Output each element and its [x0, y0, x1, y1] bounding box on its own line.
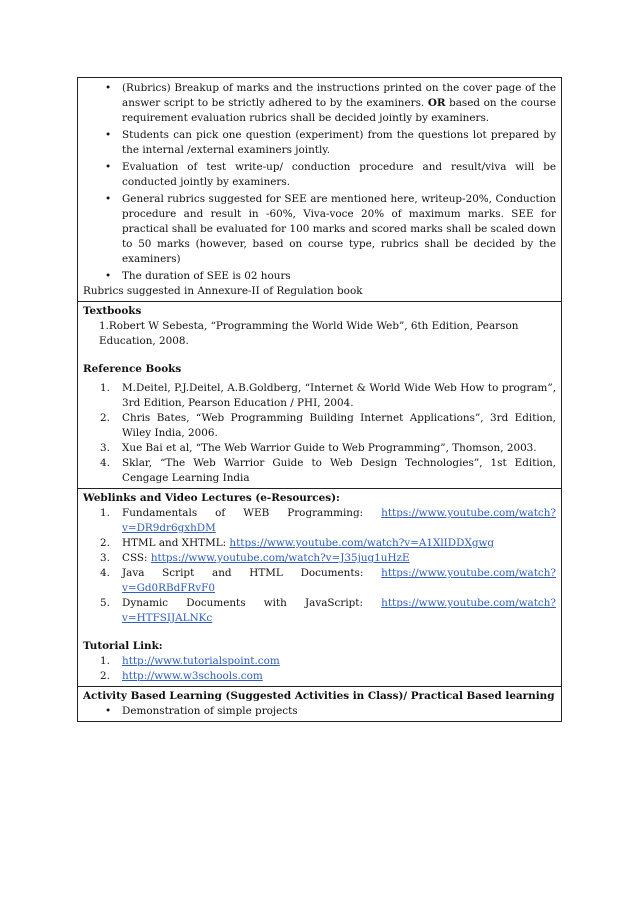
reference-books-list — [83, 381, 556, 486]
tutorial-list — [83, 654, 556, 684]
reference-book-item: 1. M.Deitel, P.J.Deitel, A.B.Goldberg, “Internet & World Wide Web How to program”, 3rd Edition, Pearson Education / PHI, 2004. — [100, 382, 556, 409]
tutorial-url[interactable]: http://www.tutorialspoint.com — [122, 655, 280, 667]
bullet-icon: • — [105, 82, 112, 94]
rubrics-section — [77, 77, 562, 302]
reference-book-item: 2. Chris Bates, “Web Programming Building Internet Applications”, 3rd Edition, Wiley India, 2006. — [100, 412, 556, 439]
syllabus-page — [77, 77, 562, 722]
tutorial-heading: Tutorial Link: — [83, 640, 163, 652]
tutorial-item: 1. http://www.tutorialspoint.com — [100, 655, 280, 667]
weblink-url[interactable]: https://www.youtube.com/watch?v=HTFSIJALNKc — [122, 597, 556, 624]
bullet-icon: • — [105, 161, 112, 173]
rubrics-footnote: Rubrics suggested in Annexure-II of Regulation book — [83, 285, 363, 297]
rubrics-item: • The duration of SEE is 02 hours — [105, 270, 291, 282]
reference-books-heading: Reference Books — [83, 363, 182, 375]
activity-list — [83, 704, 556, 719]
textbooks-heading: Textbooks — [83, 305, 142, 317]
weblink-item: 2. HTML and XHTML: https://www.youtube.com/watch?v=A1XlIDDXgwg — [100, 537, 495, 549]
bullet-icon: • — [105, 129, 112, 141]
activity-heading: Activity Based Learning (Suggested Activities in Class)/ Practical Based learning — [83, 690, 555, 702]
tutorial-item: 2. http://www.w3schools.com — [100, 670, 263, 682]
weblinks-heading: Weblinks and Video Lectures (e-Resources): — [83, 492, 340, 504]
reference-book-item: 3. Xue Bai et al, “The Web Warrior Guide to Web Programming”, Thomson, 2003. — [100, 442, 537, 454]
weblink-item: 1. Fundamentals of WEB Programming: https://www.youtube.com/watch?v=DR9dr6gxhDM — [100, 507, 556, 534]
weblinks-list — [83, 506, 556, 626]
rubrics-item: • Evaluation of test write-up/ conduction procedure and result/viva will be conducted jointly by examiners. — [105, 161, 556, 188]
rubrics-list — [83, 81, 556, 284]
bullet-icon: • — [105, 193, 112, 205]
tutorial-url[interactable]: http://www.w3schools.com — [122, 670, 263, 682]
weblink-item: 5. Dynamic Documents with JavaScript: https://www.youtube.com/watch?v=HTFSIJALNKc — [100, 597, 556, 624]
rubrics-item: • Students can pick one question (experiment) from the questions lot prepared by the internal /external examiners jointly. — [105, 129, 556, 156]
weblink-item: 3. CSS: https://www.youtube.com/watch?v=J35jug1uHzE — [100, 552, 410, 564]
reference-book-item: 4. Sklar, “The Web Warrior Guide to Web Design Technologies”, 1st Edition, Cengage Learning India — [100, 457, 556, 484]
rubrics-item: • (Rubrics) Breakup of marks and the instructions printed on the cover page of the answer script to be strictly adhered to by the examiners. OR based on the course requirement evaluation rubrics shall be decided jointly by examiners. — [105, 82, 556, 124]
activity-item: • Demonstration of simple projects — [105, 705, 298, 717]
activity-section — [77, 687, 562, 722]
weblink-url[interactable]: https://www.youtube.com/watch?v=J35jug1uHzE — [150, 552, 410, 564]
weblink-item: 4. Java Script and HTML Documents: https://www.youtube.com/watch?v=Gd0RBdFRvF0 — [100, 567, 556, 594]
weblink-url[interactable]: https://www.youtube.com/watch?v=Gd0RBdFRvF0 — [122, 567, 556, 594]
weblink-url[interactable]: https://www.youtube.com/watch?v=DR9dr6gxhDM — [122, 507, 556, 534]
bullet-icon: • — [105, 270, 112, 282]
textbook-item: 1.Robert W Sebesta, “Programming the World Wide Web”, 6th Edition, Pearson Education, 2008. — [99, 320, 519, 347]
weblink-url[interactable]: https://www.youtube.com/watch?v=A1XlIDDXgwg — [229, 537, 495, 549]
books-section — [77, 302, 562, 489]
rubrics-item: • General rubrics suggested for SEE are mentioned here, writeup-20%, Conduction procedure and result in -60%, Viva-voce 20% of maximum marks. SEE for practical shall be evaluated for 100 marks and scored marks shall be scaled down to 50 marks (however, based on course type, rubrics shall be decided by the examiners) — [105, 193, 556, 265]
bullet-icon: • — [105, 705, 112, 717]
weblinks-section — [77, 489, 562, 687]
